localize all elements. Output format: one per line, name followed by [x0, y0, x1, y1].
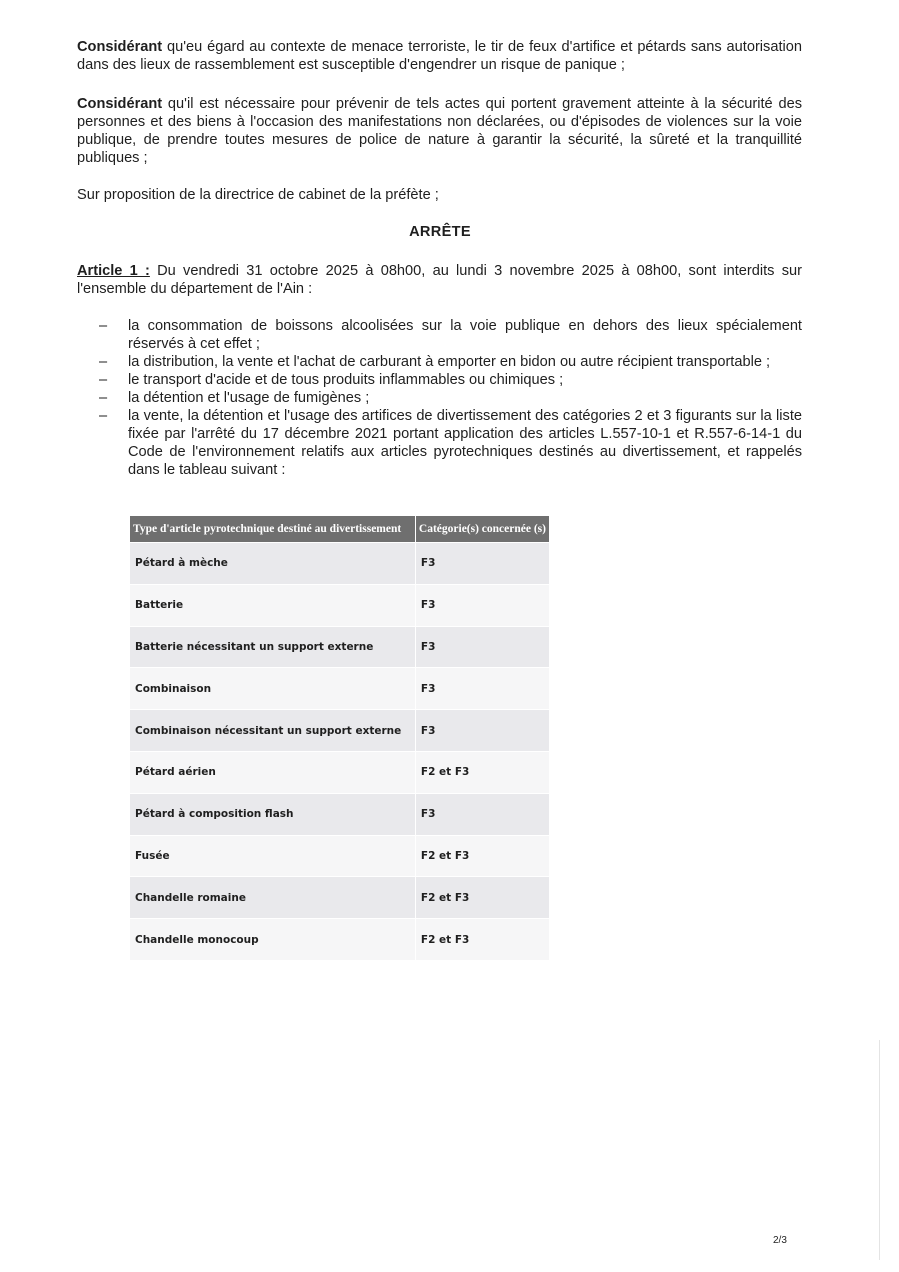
table-row [130, 710, 550, 752]
article-1-paragraph [77, 262, 802, 298]
cell-category: F2 et F3 [415, 877, 549, 919]
considerant-paragraph-2 [77, 95, 802, 167]
table-header-row [130, 516, 550, 543]
list-item-text: le transport d'acide et de tous produits inflammables ou chimiques ; [128, 372, 564, 388]
table-row [130, 584, 550, 626]
table-row [130, 751, 550, 793]
considerant-keyword: Considérant [77, 96, 163, 112]
cell-type: Combinaison nécessitant un support externe [130, 710, 415, 752]
decree-title: ARRÊTE [409, 224, 471, 240]
article-1-text: Du vendredi 31 octobre 2025 à 08h00, au lundi 3 novembre 2025 à 08h00, sont interdits sur l'ensemble du département de l'Ain : [77, 263, 802, 297]
page-number: 2/3 [773, 1235, 787, 1246]
cell-category: F2 et F3 [415, 751, 549, 793]
cell-category: F2 et F3 [415, 835, 549, 877]
dash-bullet: – [99, 372, 108, 388]
prohibitions-list [77, 317, 802, 479]
considerant-paragraph-1 [77, 38, 802, 74]
list-item [77, 317, 802, 353]
list-item [77, 353, 802, 371]
scan-edge-line [879, 1040, 880, 1260]
cell-category: F3 [415, 793, 549, 835]
list-item [77, 407, 802, 479]
table-row [130, 793, 550, 835]
table-row [130, 626, 550, 668]
cell-type: Fusée [130, 835, 415, 877]
table-row [130, 835, 550, 877]
considerant-text: qu'eu égard au contexte de menace terroriste, le tir de feux d'artifice et pétards sans autorisation dans des lieux de rassemblement est susceptible d'engendrer un risque de panique ; [77, 39, 802, 73]
column-header-category: Catégorie(s) concernée (s) [415, 516, 549, 543]
cell-type: Batterie [130, 584, 415, 626]
cell-type: Pétard aérien [130, 751, 415, 793]
cell-category: F3 [415, 584, 549, 626]
cell-category: F3 [415, 710, 549, 752]
considerant-keyword: Considérant [77, 39, 163, 55]
list-item-text: la vente, la détention et l'usage des artifices de divertissement des catégories 2 et 3 figurants sur la liste fixée par l'arrêté du 17 décembre 2021 portant application des articles L.557-10-1 et R.557-6-14-1 du Code de l'environnement relatifs aux articles pyrotechniques destinés au divertissement, et rappelés dans le tableau suivant : [128, 408, 802, 478]
column-header-type: Type d'article pyrotechnique destiné au divertissement [130, 516, 415, 543]
cell-type: Combinaison [130, 668, 415, 710]
dash-bullet: – [99, 354, 108, 370]
considerant-text: qu'il est nécessaire pour prévenir de tels actes qui portent gravement atteinte à la sécurité des personnes et des biens à l'occasion des manifestations non déclarées, ou d'épisodes de violences sur la voie publique, de prendre toutes mesures de police de nature à garantir la sécurité, la sûreté et la tranquillité publiques ; [77, 96, 802, 166]
table-row [130, 668, 550, 710]
cell-type: Chandelle monocoup [130, 919, 415, 960]
dash-bullet: – [99, 318, 108, 334]
cell-category: F3 [415, 543, 549, 585]
dash-bullet: – [99, 390, 108, 406]
cell-category: F3 [415, 668, 549, 710]
article-1-label: Article 1 : [77, 263, 150, 279]
cell-type: Batterie nécessitant un support externe [130, 626, 415, 668]
table-row [130, 919, 550, 960]
cell-type: Pétard à mèche [130, 543, 415, 585]
cell-type: Pétard à composition flash [130, 793, 415, 835]
dash-bullet: – [99, 408, 108, 424]
list-item-text: la consommation de boissons alcoolisées sur la voie publique en dehors des lieux spécialement réservés à cet effet ; [128, 318, 802, 352]
cell-category: F2 et F3 [415, 919, 549, 960]
table-row [130, 877, 550, 919]
list-item-text: la détention et l'usage de fumigènes ; [128, 390, 370, 406]
pyrotechnics-table [130, 516, 550, 960]
cell-type: Chandelle romaine [130, 877, 415, 919]
list-item [77, 389, 802, 407]
table-row [130, 543, 550, 585]
proposition-paragraph: Sur proposition de la directrice de cabinet de la préfète ; [77, 187, 439, 203]
cell-category: F3 [415, 626, 549, 668]
list-item-text: la distribution, la vente et l'achat de carburant à emporter en bidon ou autre récipient transportable ; [128, 354, 771, 370]
list-item [77, 371, 802, 389]
